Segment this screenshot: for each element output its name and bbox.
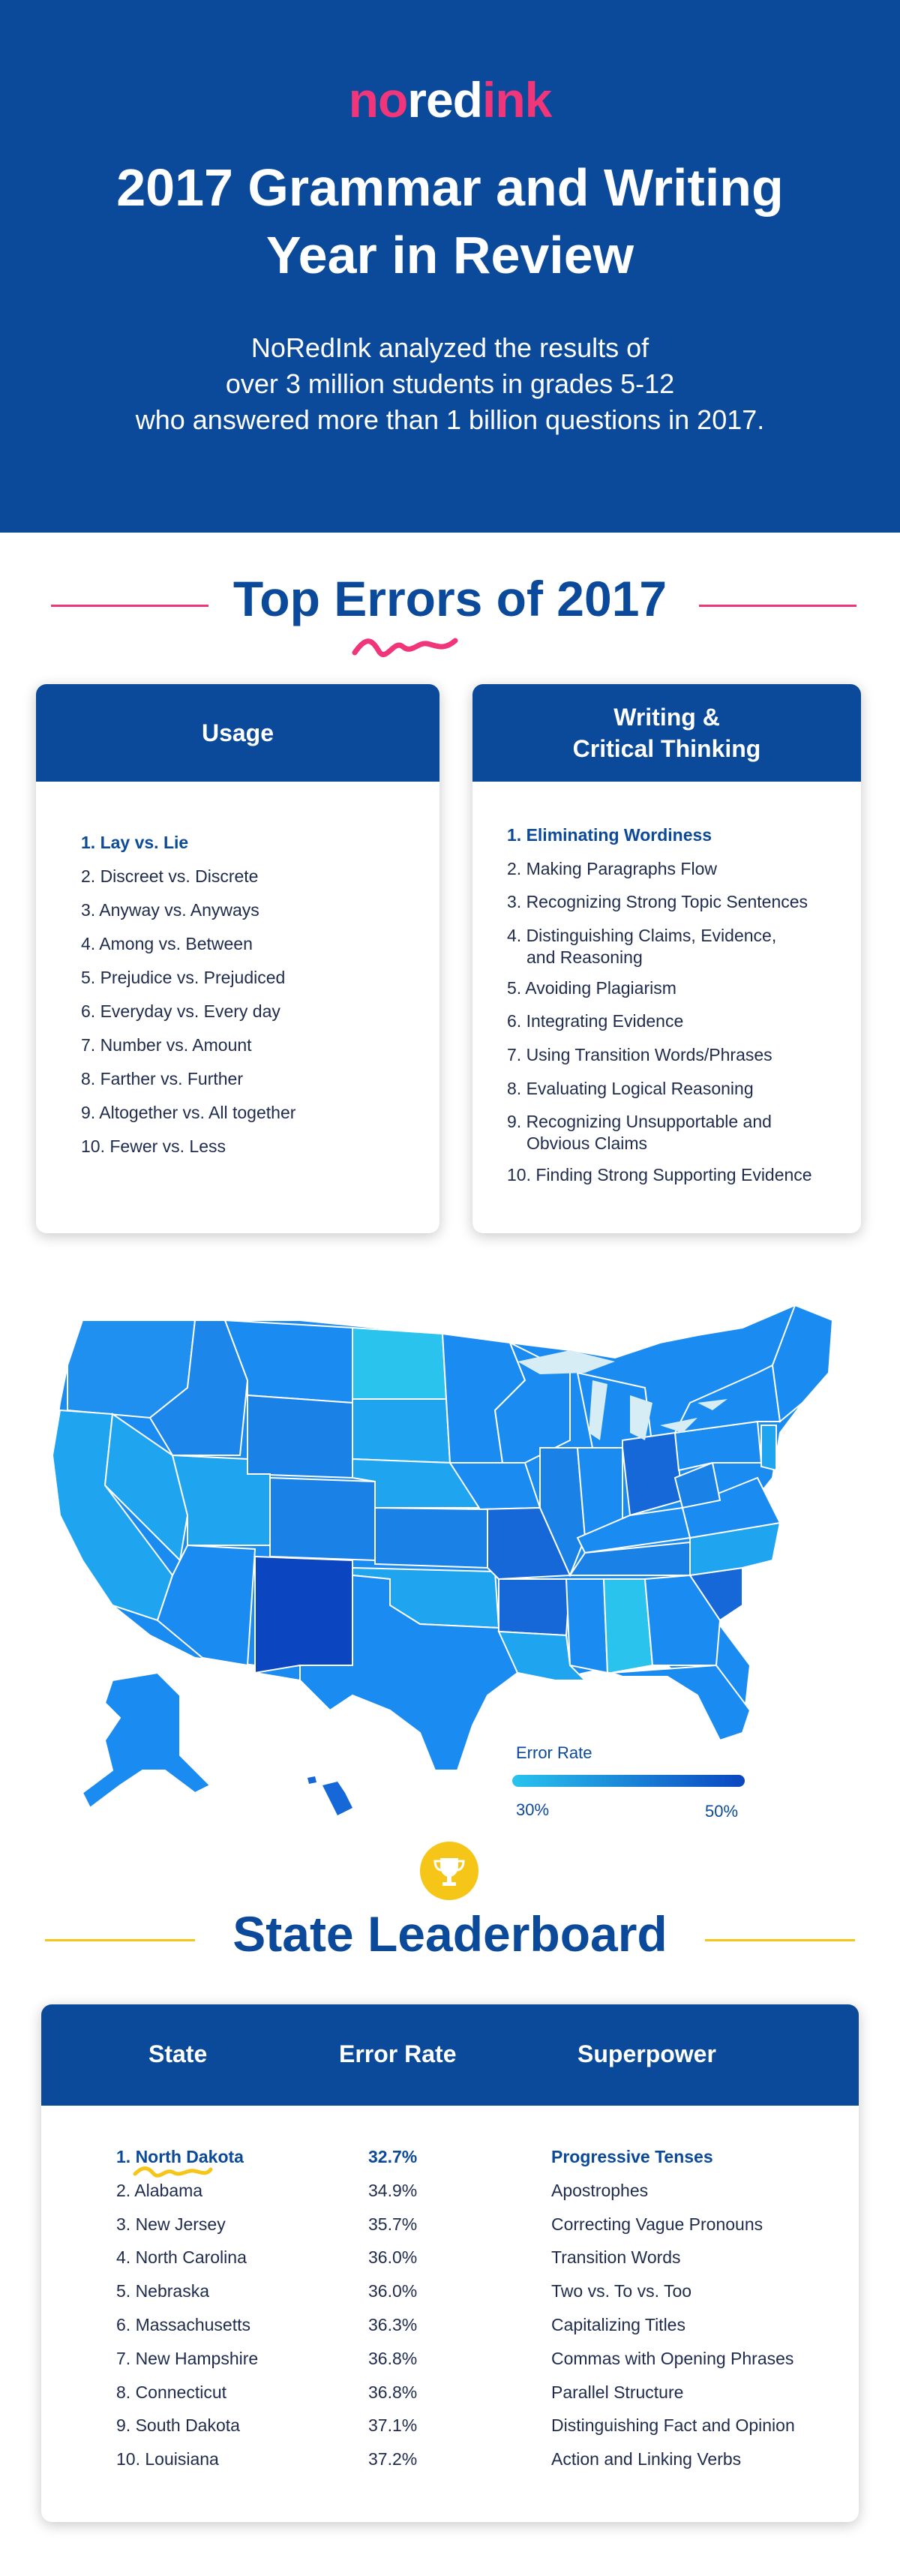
state-hawaii [308, 1776, 352, 1815]
hero-banner [0, 0, 900, 533]
writing-list-item: 9. Recognizing Unsupportable and [507, 1112, 772, 1131]
title-rule-right [699, 605, 856, 607]
intro-line-3: who answered more than 1 billion questions in 2017. [135, 404, 765, 435]
usage-list-item: 1. Lay vs. Lie [81, 833, 189, 852]
legend-title: Error Rate [516, 1743, 592, 1762]
state-ohio [622, 1433, 682, 1515]
usage-list-item: 9. Altogether vs. All together [81, 1103, 296, 1122]
title-line-1: 2017 Grammar and Writing [116, 158, 784, 217]
leaderboard-superpower-cell: Two vs. To vs. Too [551, 2281, 692, 2301]
writing-heading-line-2: Critical Thinking [572, 735, 761, 762]
squiggle-underline-errors [349, 632, 461, 662]
legend-min-label: 30% [516, 1800, 550, 1819]
leaderboard-rate-cell: 37.2% [368, 2449, 418, 2469]
writing-list-item: 1. Eliminating Wordiness [507, 825, 712, 845]
writing-list-item: 7. Using Transition Words/Phrases [507, 1045, 772, 1064]
writing-list-item: 4. Distinguishing Claims, Evidence, [507, 926, 777, 945]
leaderboard-state-cell: 5. Nebraska [116, 2281, 210, 2301]
usage-list-item: 10. Fewer vs. Less [81, 1136, 226, 1156]
leaderboard-superpower-cell: Apostrophes [551, 2180, 649, 2200]
state-north-dakota [352, 1328, 446, 1399]
leaderboard-superpower-cell: Parallel Structure [551, 2382, 684, 2402]
writing-list-item: 8. Evaluating Logical Reasoning [507, 1079, 754, 1098]
leaderboard-rate-cell: 37.1% [368, 2415, 418, 2436]
leaderboard-superpower-cell: Distinguishing Fact and Opinion [551, 2415, 795, 2436]
usage-list-item: 4. Among vs. Between [81, 934, 253, 953]
leaderboard-rate-cell: 36.0% [368, 2247, 418, 2268]
usage-list-item: 7. Number vs. Amount [81, 1035, 252, 1055]
usage-list-item: 5. Prejudice vs. Prejudiced [81, 968, 286, 987]
legend-max-label: 50% [705, 1802, 739, 1821]
leaderboard-state-cell: 4. North Carolina [116, 2247, 247, 2268]
column-header-superpower: Superpower [578, 2040, 716, 2067]
usage-list-item: 3. Anyway vs. Anyways [81, 900, 260, 920]
top-errors-heading-wrap [0, 570, 900, 627]
state-arkansas [499, 1579, 570, 1635]
top-errors-title: Top Errors of 2017 [218, 570, 682, 627]
writing-card-header [472, 684, 861, 782]
writing-list-item: 10. Finding Strong Supporting Evidence [507, 1165, 812, 1184]
writing-card [472, 684, 861, 1233]
leaderboard-state-cell: 10. Louisiana [116, 2449, 219, 2469]
writing-list-item-continuation: Obvious Claims [526, 1133, 648, 1153]
usage-list-item: 6. Everyday vs. Every day [81, 1001, 280, 1021]
writing-list-item: 3. Recognizing Strong Topic Sentences [507, 892, 808, 911]
noredink-logo[interactable] [0, 71, 900, 128]
state-south-dakota [352, 1399, 450, 1463]
leaderboard-rate-cell: 35.7% [368, 2214, 418, 2234]
state-kansas [375, 1508, 488, 1568]
leaderboard-state-cell: 1. North Dakota [116, 2147, 244, 2166]
leaderboard-heading-wrap [0, 1905, 900, 1962]
leaderboard-superpower-cell: Progressive Tenses [551, 2147, 713, 2166]
trophy-icon [420, 1842, 478, 1900]
leaderboard-rate-cell: 36.3% [368, 2315, 418, 2334]
leaderboard-state-cell: 2. Alabama [116, 2180, 203, 2200]
usage-list-item: 8. Farther vs. Further [81, 1069, 244, 1088]
writing-list-item: 2. Making Paragraphs Flow [507, 859, 717, 878]
squiggle-underline-leader [131, 2163, 214, 2181]
state-new-jersey [761, 1425, 776, 1470]
writing-heading-line-1: Writing & [614, 704, 720, 731]
state-new-mexico [255, 1557, 352, 1673]
leaderboard-state-cell: 6. Massachusetts [116, 2315, 250, 2334]
usage-card-header [36, 684, 440, 782]
column-header-error-rate: Error Rate [339, 2040, 457, 2067]
intro-line-2: over 3 million students in grades 5-12 [225, 368, 675, 399]
state-mississippi [566, 1579, 608, 1673]
leaderboard-header [41, 2004, 859, 2106]
leaderboard-superpower-cell: Capitalizing Titles [551, 2315, 686, 2334]
leaderboard-superpower-cell: Action and Linking Verbs [551, 2449, 742, 2469]
writing-list-item-continuation: and Reasoning [526, 947, 643, 967]
trophy-badge [420, 1842, 478, 1900]
state-wyoming [248, 1395, 352, 1478]
intro-line-1: NoRedInk analyzed the results of [250, 332, 650, 363]
leaderboard-superpower-cell: Transition Words [551, 2247, 681, 2268]
leaderboard-rule-left [45, 1939, 195, 1941]
leaderboard-rate-cell: 36.8% [368, 2348, 418, 2368]
writing-list-item: 5. Avoiding Plagiarism [507, 978, 676, 998]
leaderboard-superpower-cell: Correcting Vague Pronouns [551, 2214, 764, 2234]
leaderboard-state-cell: 8. Connecticut [116, 2382, 227, 2402]
us-error-rate-map [0, 1290, 900, 1830]
leaderboard-title: State Leaderboard [218, 1905, 682, 1962]
leaderboard-superpower-cell: Commas with Opening Phrases [551, 2348, 794, 2368]
state-alaska [82, 1673, 210, 1808]
logo-part-red: red [407, 72, 482, 128]
leaderboard-rule-right [705, 1939, 855, 1941]
state-colorado [270, 1478, 375, 1560]
intro-text [0, 330, 900, 438]
title-line-2: Year in Review [266, 226, 634, 284]
writing-list-item: 6. Integrating Evidence [507, 1011, 684, 1031]
column-header-state: State [148, 2040, 208, 2067]
leaderboard-state-cell: 9. South Dakota [116, 2415, 240, 2436]
leaderboard-rate-cell: 36.8% [368, 2382, 418, 2402]
logo-part-no: no [348, 72, 408, 128]
usage-card [36, 684, 440, 1233]
leaderboard-rate-cell: 34.9% [368, 2180, 418, 2200]
logo-part-ink: ink [482, 72, 552, 128]
leaderboard-state-cell: 3. New Jersey [116, 2214, 226, 2234]
legend-gradient-bar [512, 1775, 745, 1787]
title-rule-left [51, 605, 208, 607]
leaderboard-rate-cell: 36.0% [368, 2281, 418, 2301]
state-alabama [604, 1579, 652, 1673]
page-title [0, 154, 900, 289]
leaderboard-card [41, 2004, 859, 2522]
leaderboard-rate-cell: 32.7% [368, 2147, 418, 2166]
usage-heading: Usage [201, 719, 274, 746]
us-map-graphic [0, 1290, 900, 1830]
usage-list-item: 2. Discreet vs. Discrete [81, 866, 259, 886]
leaderboard-state-cell: 7. New Hampshire [116, 2348, 259, 2368]
